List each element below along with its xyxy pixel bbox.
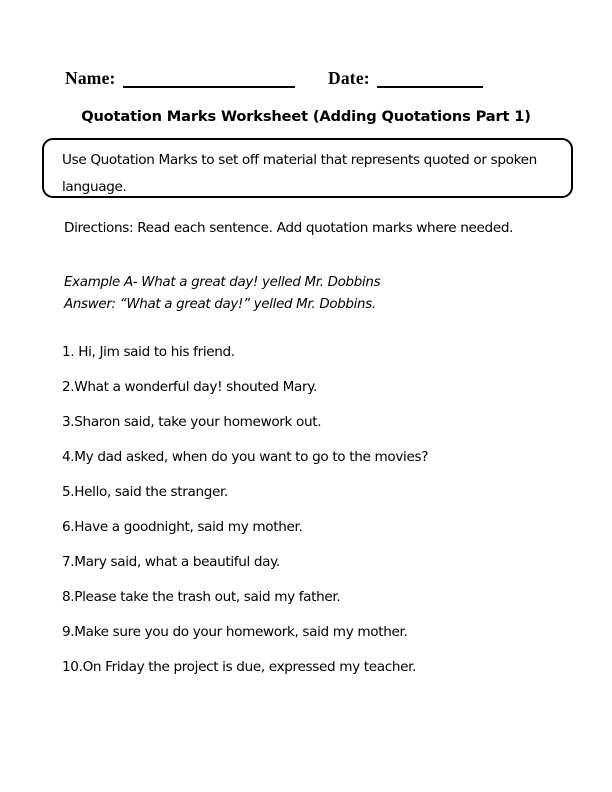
question-number: 6. xyxy=(62,519,75,535)
question-text: What a wonderful day! shouted Mary. xyxy=(74,379,317,395)
question-item[interactable] xyxy=(62,370,562,405)
question-number: 4. xyxy=(62,449,75,465)
example-prompt: Example A- What a great day! yelled Mr. Dobbins xyxy=(64,275,381,290)
question-number: 9. xyxy=(62,624,75,640)
question-number: 3. xyxy=(62,414,75,430)
question-text: Make sure you do your homework, said my mother. xyxy=(74,624,408,640)
question-item[interactable] xyxy=(62,580,562,615)
question-number: 7. xyxy=(62,554,75,570)
question-item[interactable] xyxy=(62,545,562,580)
question-number: 2. xyxy=(62,379,75,395)
name-date-row xyxy=(0,68,612,94)
question-number: 5. xyxy=(62,484,75,500)
directions-text: Directions: Read each sentence. Add quotation marks where needed. xyxy=(64,220,514,236)
name-label: Name: xyxy=(65,68,116,88)
question-text: Hello, said the stranger. xyxy=(74,484,228,500)
question-item[interactable] xyxy=(62,650,562,685)
question-text: Sharon said, take your homework out. xyxy=(74,414,322,430)
question-item[interactable] xyxy=(62,405,562,440)
question-text: Please take the trash out, said my father. xyxy=(74,589,341,605)
question-item[interactable] xyxy=(62,440,562,475)
question-text: Hi, Jim said to his friend. xyxy=(74,344,235,360)
question-list xyxy=(62,335,562,685)
date-input-blank[interactable] xyxy=(377,71,483,88)
question-item[interactable] xyxy=(62,615,562,650)
date-label: Date: xyxy=(328,68,370,88)
question-number: 1. xyxy=(62,344,75,360)
date-field-group xyxy=(328,68,483,88)
instruction-text: Use Quotation Marks to set off material that represents quoted or spoken language. xyxy=(62,152,537,195)
example-block xyxy=(64,272,544,316)
question-item[interactable] xyxy=(62,510,562,545)
example-answer: Answer: “What a great day!” yelled Mr. Dobbins. xyxy=(64,297,376,312)
instruction-box xyxy=(42,138,573,198)
name-input-blank[interactable] xyxy=(123,71,295,88)
question-text: My dad asked, when do you want to go to the movies? xyxy=(74,449,429,465)
question-number: 8. xyxy=(62,589,75,605)
question-item[interactable] xyxy=(62,475,562,510)
question-text: Mary said, what a beautiful day. xyxy=(74,554,280,570)
page-title: Quotation Marks Worksheet (Adding Quotations Part 1) xyxy=(81,108,531,125)
question-item[interactable] xyxy=(62,335,562,370)
question-number: 10. xyxy=(62,659,83,675)
question-text: Have a goodnight, said my mother. xyxy=(74,519,303,535)
name-field-group xyxy=(65,68,295,88)
question-text: On Friday the project is due, expressed my teacher. xyxy=(82,659,417,675)
